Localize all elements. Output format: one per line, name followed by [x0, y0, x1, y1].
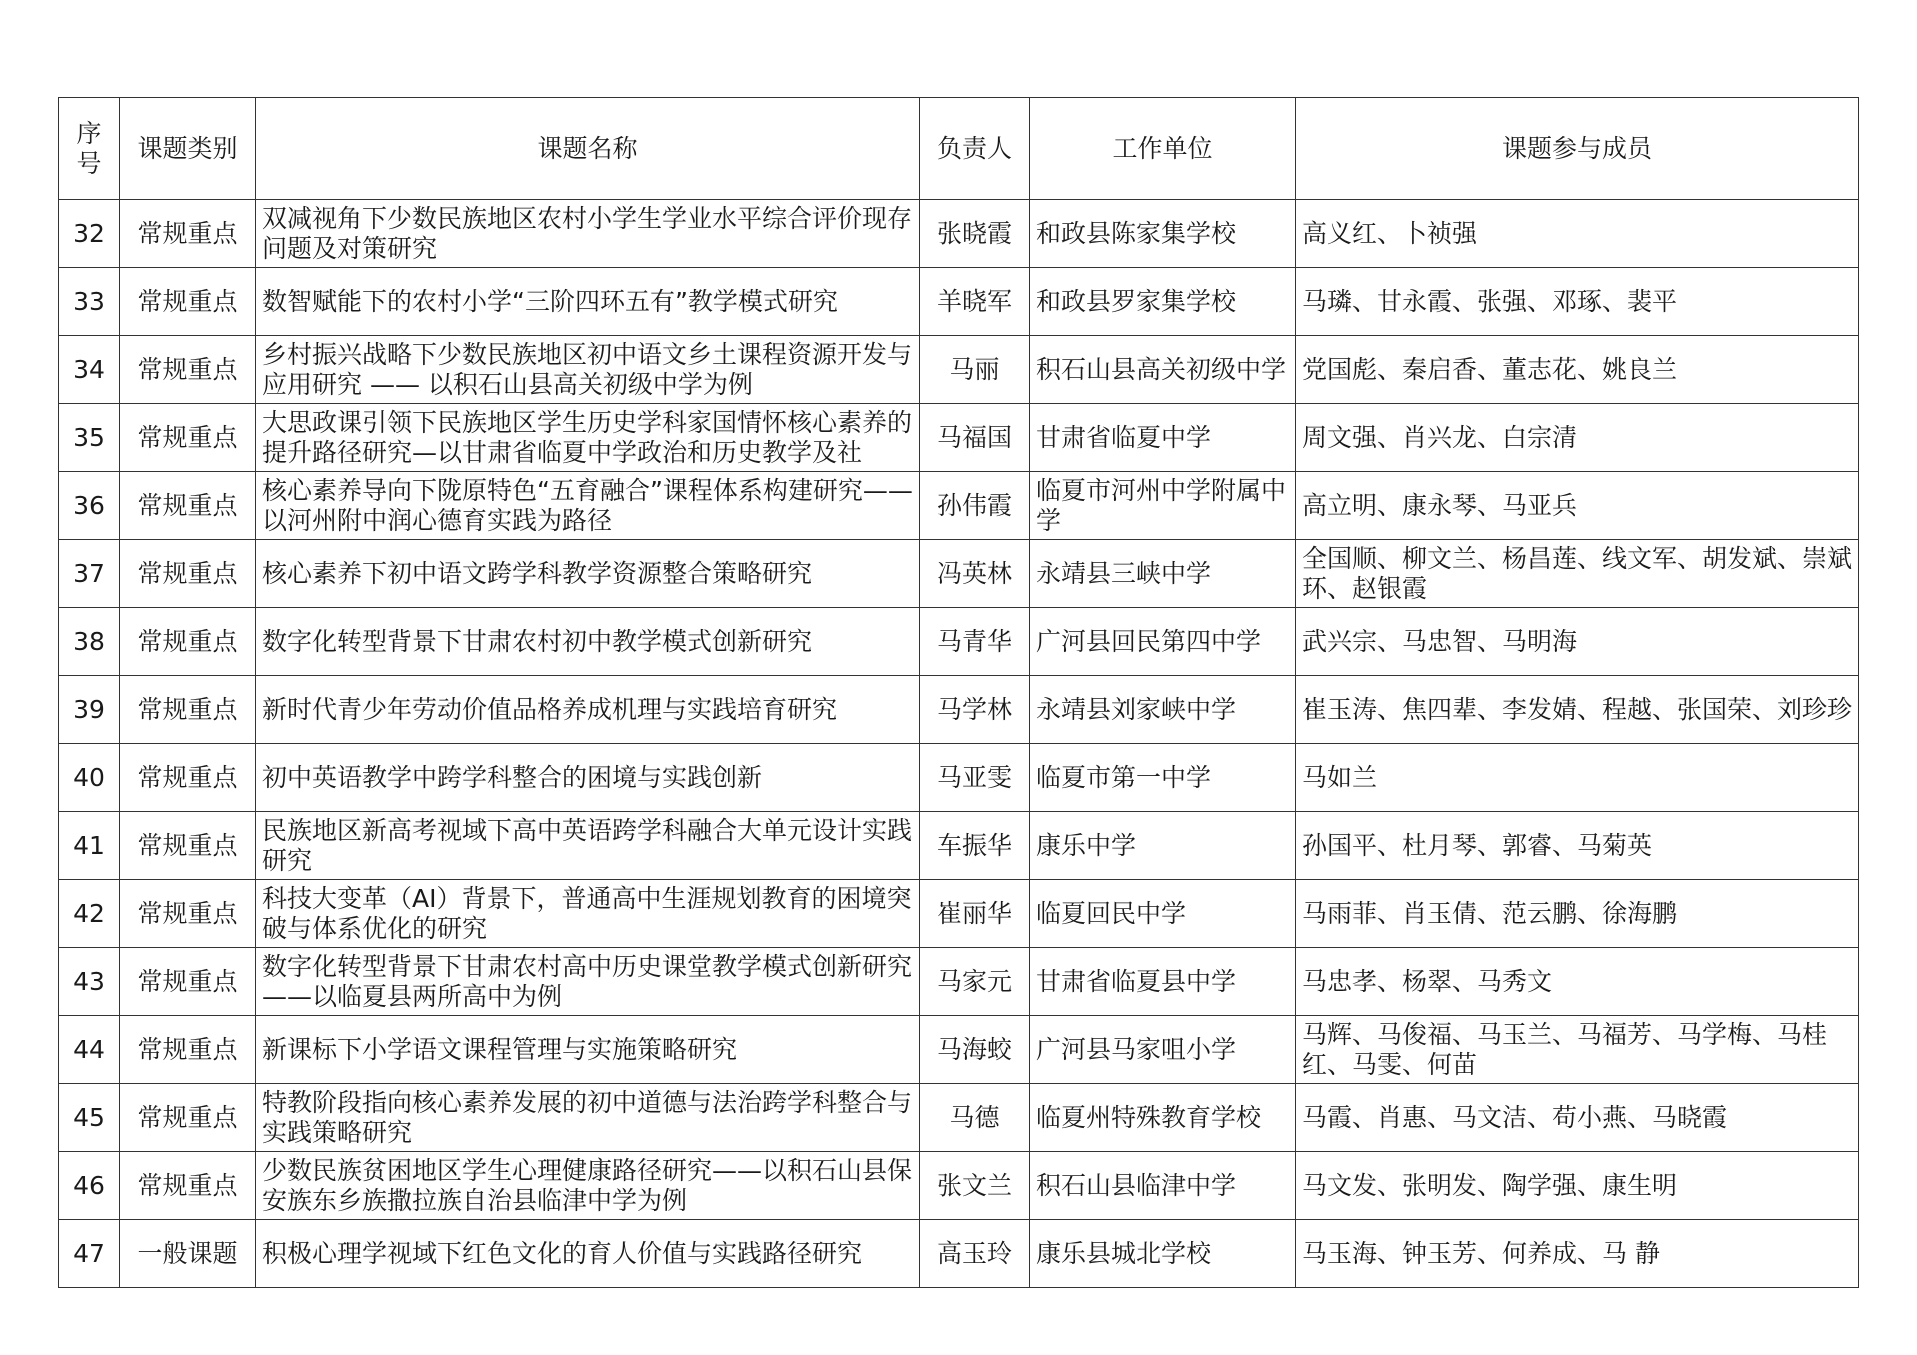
row-category: 常规重点: [120, 1152, 256, 1220]
row-project-name: [256, 744, 920, 812]
project-name-text: 新时代青少年劳动价值品格养成机理与实践培育研究: [262, 694, 838, 724]
project-name-text: 积极心理学视域下红色文化的育人价值与实践路径研究: [262, 1238, 863, 1268]
row-category: 常规重点: [120, 540, 256, 608]
row-project-name: [256, 880, 920, 948]
row-leader: 孙伟霞: [920, 472, 1030, 540]
row-category: 常规重点: [120, 268, 256, 336]
row-no: 47: [59, 1220, 120, 1288]
header-members: 课题参与成员: [1296, 98, 1859, 200]
row-project-name: [256, 268, 920, 336]
row-category: 常规重点: [120, 676, 256, 744]
row-no: 41: [59, 812, 120, 880]
row-no: 46: [59, 1152, 120, 1220]
row-members: 马璘、甘永霞、张强、邓琢、裴平: [1296, 268, 1859, 336]
row-members: 马玉海、钟玉芳、何养成、马 静: [1296, 1220, 1859, 1288]
row-organization: 永靖县三峡中学: [1030, 540, 1296, 608]
row-category: 常规重点: [120, 1084, 256, 1152]
table-row: [59, 1152, 1859, 1220]
row-leader: 羊晓军: [920, 268, 1030, 336]
project-name-text: 数字化转型背景下甘肃农村初中教学模式创新研究: [262, 626, 813, 656]
row-leader: 冯英林: [920, 540, 1030, 608]
project-name-text: 数字化转型背景下甘肃农村高中历史课堂教学模式创新研究——以临夏县两所高中为例: [262, 951, 913, 1011]
row-leader: 马学林: [920, 676, 1030, 744]
header-leader: 负责人: [920, 98, 1030, 200]
row-members: 崔玉涛、焦四辈、李发婧、程越、张国荣、刘珍珍: [1296, 676, 1859, 744]
project-name-text: 数智赋能下的农村小学“三阶四环五有”教学模式研究: [262, 286, 838, 316]
row-members: 周文强、肖兴龙、白宗清: [1296, 404, 1859, 472]
row-no: 34: [59, 336, 120, 404]
row-organization: 甘肃省临夏县中学: [1030, 948, 1296, 1016]
row-category: 一般课题: [120, 1220, 256, 1288]
row-organization: 积石山县临津中学: [1030, 1152, 1296, 1220]
row-leader: 马德: [920, 1084, 1030, 1152]
row-organization: 临夏回民中学: [1030, 880, 1296, 948]
row-leader: 张文兰: [920, 1152, 1030, 1220]
row-organization: 永靖县刘家峡中学: [1030, 676, 1296, 744]
row-category: 常规重点: [120, 472, 256, 540]
row-category: 常规重点: [120, 608, 256, 676]
row-leader: 高玉玲: [920, 1220, 1030, 1288]
table-row: [59, 1220, 1859, 1288]
row-organization: 广河县回民第四中学: [1030, 608, 1296, 676]
row-organization: 康乐县城北学校: [1030, 1220, 1296, 1288]
table-row: [59, 948, 1859, 1016]
row-members: 马如兰: [1296, 744, 1859, 812]
table-row: [59, 404, 1859, 472]
header-no: 序号: [59, 98, 120, 200]
row-category: 常规重点: [120, 812, 256, 880]
project-name-text: 大思政课引领下民族地区学生历史学科家国情怀核心素养的提升路径研究—以甘肃省临夏中学政治和历史教学及社: [262, 407, 913, 467]
table-row: [59, 268, 1859, 336]
row-project-name: [256, 1084, 920, 1152]
row-members: 武兴宗、马忠智、马明海: [1296, 608, 1859, 676]
header-name: 课题名称: [256, 98, 920, 200]
row-leader: 马丽: [920, 336, 1030, 404]
row-leader: 马家元: [920, 948, 1030, 1016]
row-project-name: [256, 200, 920, 268]
row-leader: 张晓霞: [920, 200, 1030, 268]
row-no: 40: [59, 744, 120, 812]
row-members: 马雨菲、肖玉倩、范云鹏、徐海鹏: [1296, 880, 1859, 948]
row-project-name: [256, 336, 920, 404]
header-organization: 工作单位: [1030, 98, 1296, 200]
row-members: 全国顺、柳文兰、杨昌莲、线文军、胡发斌、崇斌环、赵银霞: [1296, 540, 1859, 608]
project-name-text: 初中英语教学中跨学科整合的困境与实践创新: [262, 762, 763, 792]
row-project-name: [256, 472, 920, 540]
row-project-name: [256, 1220, 920, 1288]
project-name-text: 民族地区新高考视域下高中英语跨学科融合大单元设计实践研究: [262, 815, 913, 875]
row-leader: 马福国: [920, 404, 1030, 472]
row-category: 常规重点: [120, 744, 256, 812]
row-leader: 崔丽华: [920, 880, 1030, 948]
project-name-text: 特教阶段指向核心素养发展的初中道德与法治跨学科整合与实践策略研究: [262, 1087, 913, 1147]
row-organization: 和政县陈家集学校: [1030, 200, 1296, 268]
table-row: [59, 812, 1859, 880]
row-members: 马忠孝、杨翠、马秀文: [1296, 948, 1859, 1016]
project-list-table: [58, 97, 1859, 1288]
row-members: 马文发、张明发、陶学强、康生明: [1296, 1152, 1859, 1220]
row-members: 党国彪、秦启香、董志花、姚良兰: [1296, 336, 1859, 404]
row-no: 43: [59, 948, 120, 1016]
table-row: [59, 880, 1859, 948]
row-project-name: [256, 1152, 920, 1220]
row-no: 45: [59, 1084, 120, 1152]
project-name-text: 少数民族贫困地区学生心理健康路径研究——以积石山县保安族东乡族撒拉族自治县临津中学为例: [262, 1155, 913, 1215]
project-name-text: 新课标下小学语文课程管理与实施策略研究: [262, 1034, 738, 1064]
row-members: 高立明、康永琴、马亚兵: [1296, 472, 1859, 540]
table-row: [59, 1016, 1859, 1084]
row-no: 37: [59, 540, 120, 608]
row-organization: 康乐中学: [1030, 812, 1296, 880]
row-organization: 甘肃省临夏中学: [1030, 404, 1296, 472]
row-category: 常规重点: [120, 404, 256, 472]
row-project-name: [256, 948, 920, 1016]
row-members: 孙国平、杜月琴、郭睿、马菊英: [1296, 812, 1859, 880]
row-no: 33: [59, 268, 120, 336]
header-category: 课题类别: [120, 98, 256, 200]
project-name-text: 双减视角下少数民族地区农村小学生学业水平综合评价现存问题及对策研究: [262, 203, 913, 263]
row-organization: 临夏市河州中学附属中学: [1030, 472, 1296, 540]
row-organization: 临夏州特殊教育学校: [1030, 1084, 1296, 1152]
row-no: 39: [59, 676, 120, 744]
table-row: [59, 676, 1859, 744]
row-members: 马辉、马俊福、马玉兰、马福芳、马学梅、马桂红、马雯、何苗: [1296, 1016, 1859, 1084]
row-leader: 车振华: [920, 812, 1030, 880]
row-no: 35: [59, 404, 120, 472]
row-leader: 马青华: [920, 608, 1030, 676]
row-members: 高义红、卜祯强: [1296, 200, 1859, 268]
row-organization: 和政县罗家集学校: [1030, 268, 1296, 336]
row-category: 常规重点: [120, 200, 256, 268]
row-organization: 广河县马家咀小学: [1030, 1016, 1296, 1084]
row-project-name: [256, 676, 920, 744]
row-project-name: [256, 404, 920, 472]
row-no: 32: [59, 200, 120, 268]
table-row: [59, 1084, 1859, 1152]
row-category: 常规重点: [120, 1016, 256, 1084]
project-name-text: 核心素养下初中语文跨学科教学资源整合策略研究: [262, 558, 813, 588]
row-organization: 临夏市第一中学: [1030, 744, 1296, 812]
row-category: 常规重点: [120, 336, 256, 404]
row-members: 马霞、肖惠、马文洁、苟小燕、马晓霞: [1296, 1084, 1859, 1152]
table-row: [59, 744, 1859, 812]
project-name-text: 核心素养导向下陇原特色“五育融合”课程体系构建研究——以河州附中润心德育实践为路径: [262, 475, 913, 535]
table-header-row: [59, 98, 1859, 200]
row-leader: 马海蛟: [920, 1016, 1030, 1084]
row-no: 36: [59, 472, 120, 540]
row-project-name: [256, 608, 920, 676]
row-project-name: [256, 1016, 920, 1084]
row-leader: 马亚雯: [920, 744, 1030, 812]
row-no: 38: [59, 608, 120, 676]
row-organization: 积石山县高关初级中学: [1030, 336, 1296, 404]
row-no: 44: [59, 1016, 120, 1084]
table-row: [59, 336, 1859, 404]
project-name-text: 乡村振兴战略下少数民族地区初中语文乡土课程资源开发与应用研究 —— 以积石山县高关初级中学为例: [262, 339, 913, 399]
row-project-name: [256, 540, 920, 608]
project-name-text: 科技大变革（AI）背景下，普通高中生涯规划教育的困境突破与体系优化的研究: [262, 883, 912, 943]
table-body: [59, 200, 1859, 1288]
table-row: [59, 200, 1859, 268]
table-row: [59, 608, 1859, 676]
row-project-name: [256, 812, 920, 880]
row-category: 常规重点: [120, 948, 256, 1016]
row-category: 常规重点: [120, 880, 256, 948]
row-no: 42: [59, 880, 120, 948]
table-row: [59, 540, 1859, 608]
table-row: [59, 472, 1859, 540]
